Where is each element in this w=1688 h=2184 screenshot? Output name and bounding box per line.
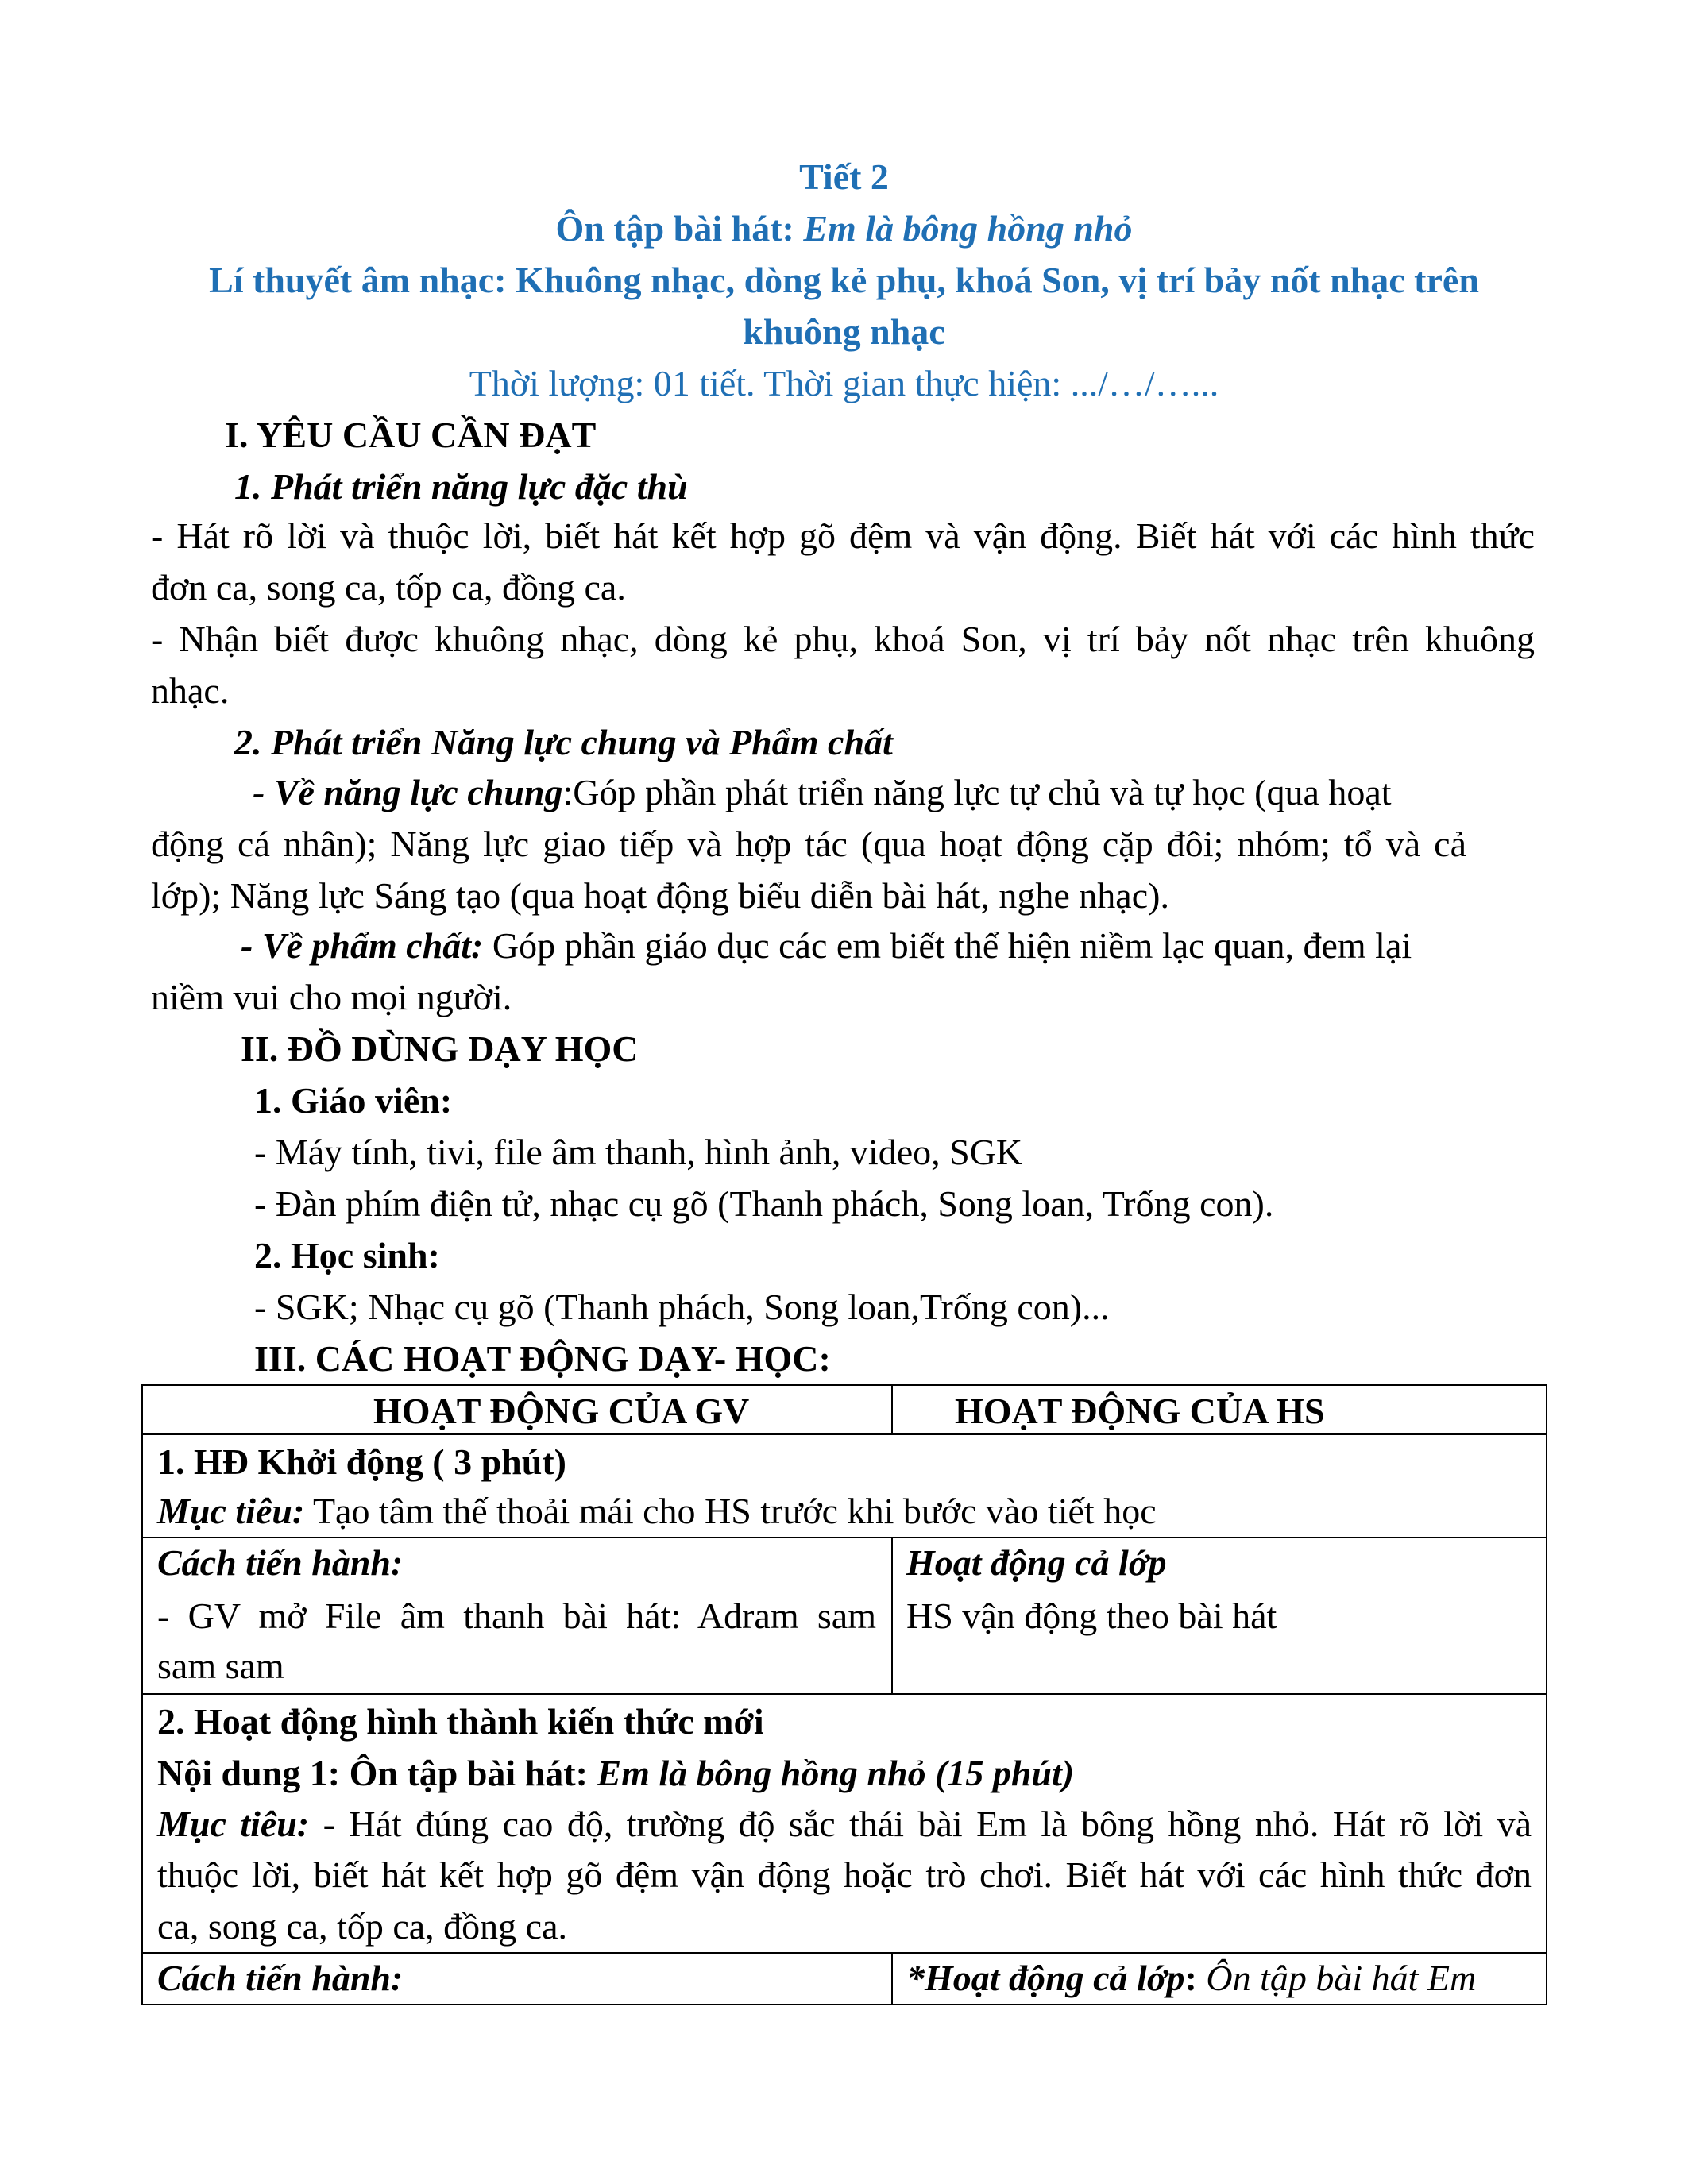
warmup-goal [157,1493,1157,1530]
table-line [891,1952,893,2005]
section1-title: I. YÊU CẦU CẦN ĐẠT [225,415,597,455]
quality-line1 [241,925,1412,966]
section1-p1-line2: đơn ca, song ca, tốp ca, đồng ca. [151,567,626,608]
column-header-teacher: HOẠT ĐỘNG CỦA GV [373,1391,750,1431]
new-student-text: Ôn tập bài hát Em [1196,1958,1477,1998]
new-goal-text: - Hát đúng cao độ, trường độ sắc thái bài Em là bông hồng nhỏ. Hát rõ lời và [309,1804,1532,1844]
warmup-teacher-line1: - GV mở File âm thanh bài hát: Adram sam [157,1596,876,1636]
theory-heading-line2: khuông nhạc [743,311,945,352]
content1-prefix: Nội dung 1: Ôn tập bài hát: [157,1753,597,1793]
warmup-teacher-line2: sam sam [157,1646,284,1686]
column-header-student: HOẠT ĐỘNG CỦA HS [955,1391,1325,1431]
review-song-title: Em là bông hồng nhỏ [803,208,1133,249]
table-line [141,1952,1547,1954]
table-line [141,1693,1547,1695]
table-line [141,1433,1547,1435]
section1-p1-line1: - Hát rõ lời và thuộc lời, biết hát kết hợp gõ đệm và vận động. Biết hát với các hình thức [151,515,1535,556]
teacher-item-2: - Đàn phím điện tử, nhạc cụ gõ (Thanh phách, Song loan, Trống con). [254,1183,1274,1224]
teacher-title: 1. Giáo viên: [254,1080,453,1121]
general-competence-line1 [253,774,1392,811]
new-student-label: *Hoạt động cả lớp [906,1958,1185,1998]
quality-line2: niềm vui cho mọi người. [151,977,512,1017]
new-method-label: Cách tiến hành: [157,1958,404,1998]
content1-heading [157,1755,1074,1792]
section1-sub2: 2. Phát triển Năng lực chung và Phẩm chất [234,722,893,762]
content1-song: Em là bông hồng nhỏ (15 phút) [597,1753,1075,1793]
warmup-student-label: Hoạt động cả lớp [906,1542,1167,1583]
new-student-activity [906,1960,1476,1997]
review-prefix: Ôn tập bài hát: [555,208,804,249]
quality-text: Góp phần giáo dục các em biết thể hiện niềm lạc quan, đem lại [483,925,1412,966]
theory-heading-line1: Lí thuyết âm nhạc: Khuông nhạc, dòng kẻ phụ, khoá Son, vị trí bảy nốt nhạc trên [209,260,1479,300]
new-goal-line1 [157,1806,1532,1843]
new-goal-line2: thuộc lời, biết hát kết hợp gõ đệm vận động hoặc trò chơi. Biết hát với các hình thức đơn [157,1854,1532,1895]
warmup-title: 1. HĐ Khởi động ( 3 phút) [157,1441,566,1482]
general-competence-line3: lớp); Năng lực Sáng tạo (qua hoạt động biểu diễn bài hát, nghe nhạc). [151,875,1169,916]
warmup-goal-label: Mục tiêu: [157,1491,305,1531]
table-line [141,1537,1547,1538]
new-goal-label: Mục tiêu: [157,1804,310,1844]
new-knowledge-title: 2. Hoạt động hình thành kiến thức mới [157,1701,764,1742]
quality-label: - Về phẩm chất: [241,925,484,966]
table-line [891,1537,893,1693]
table-line [891,1384,893,1433]
warmup-method-label: Cách tiến hành: [157,1542,404,1583]
section1-p2-line1: - Nhận biết được khuông nhạc, dòng kẻ phụ, khoá Son, vị trí bảy nốt nhạc trên khuông [151,619,1535,659]
warmup-student-text: HS vận động theo bài hát [906,1596,1277,1636]
duration-line: Thời lượng: 01 tiết. Thời gian thực hiện: .../…/…... [469,363,1219,403]
review-song-heading [0,210,1688,247]
new-goal-line3: ca, song ca, tốp ca, đồng ca. [157,1906,568,1947]
new-student-colon: : [1184,1958,1197,1998]
student-title: 2. Học sinh: [254,1235,440,1275]
general-competence-line2: động cá nhân); Năng lực giao tiếp và hợp tác (qua hoạt động cặp đôi; nhóm; tổ và cả [151,824,1466,864]
teacher-item-1: - Máy tính, tivi, file âm thanh, hình ảnh, video, SGK [254,1132,1023,1172]
warmup-goal-text: Tạo tâm thế thoải mái cho HS trước khi bước vào tiết học [304,1491,1157,1531]
section3-title: III. CÁC HOẠT ĐỘNG DẠY- HỌC: [254,1338,831,1379]
section1-p2-line2: nhạc. [151,670,230,711]
section1-sub1: 1. Phát triển năng lực đặc thù [234,466,688,507]
section2-title: II. ĐỒ DÙNG DẠY HỌC [241,1028,639,1069]
lesson-number: Tiết 2 [799,156,889,197]
general-competence-label: - Về năng lực chung [253,772,563,812]
student-item-1: - SGK; Nhạc cụ gõ (Thanh phách, Song loan,Trống con)... [254,1287,1110,1327]
general-competence-text: :Góp phần phát triển năng lực tự chủ và tự học (qua hoạt [562,772,1392,812]
